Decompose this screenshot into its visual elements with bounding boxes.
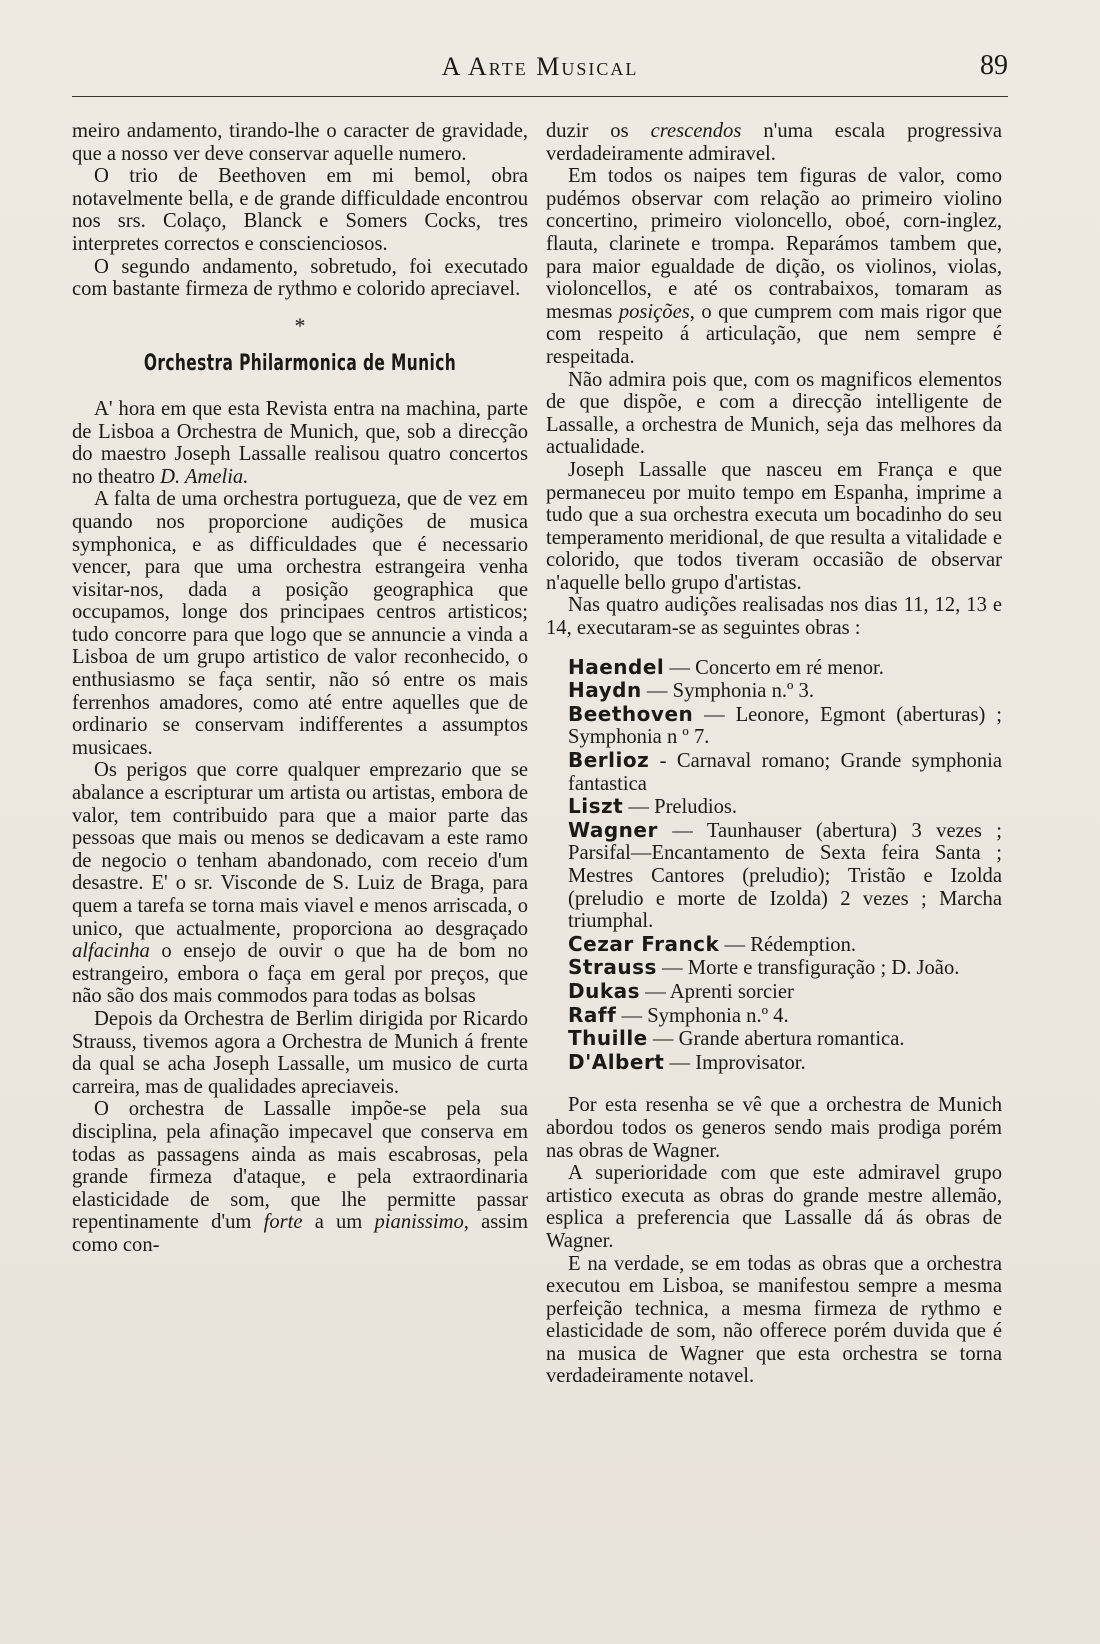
section-heading: Orchestra Philarmonica de Munich bbox=[143, 351, 457, 377]
paragraph: O segundo andamento, sobretudo, foi executado com bastante firmeza de rythmo e colorido apreciavel. bbox=[72, 255, 528, 301]
composer-name: Beethoven bbox=[568, 701, 694, 726]
works-text: — Symphonia n.º 4. bbox=[616, 1004, 789, 1027]
composer-name: Wagner bbox=[568, 817, 658, 842]
works-text: — Aprenti sorcier bbox=[640, 980, 794, 1003]
page-number: 89 bbox=[980, 50, 1008, 81]
works-text: — Leonore, Egmont (aberturas) ; Symphonia n º 7. bbox=[568, 703, 1002, 749]
header-rule bbox=[72, 96, 1008, 97]
works-list-item bbox=[546, 1027, 1002, 1051]
composer-name: Liszt bbox=[568, 794, 624, 819]
works-list-item bbox=[546, 679, 1002, 703]
works-text: — Morte e transfiguração ; D. João. bbox=[656, 957, 960, 980]
works-list-item bbox=[546, 795, 1002, 819]
paragraph bbox=[72, 398, 528, 488]
italic-text: alfacinha bbox=[72, 940, 150, 963]
composer-name: Thuille bbox=[568, 1026, 648, 1051]
composer-name: Cezar Franck bbox=[568, 931, 720, 956]
paragraph bbox=[546, 120, 1002, 165]
italic-text: posições bbox=[618, 300, 690, 323]
works-list-item bbox=[546, 1004, 1002, 1028]
paragraph: Por esta resenha se vê que a orchestra de Munich abordou todos os generos sendo mais prodiga porém nas obras de Wagner. bbox=[546, 1094, 1002, 1162]
paragraph bbox=[72, 759, 528, 1008]
paragraph: E na verdade, se em todas as obras que a orchestra executou em Lisboa, se manifestou sempre a mesma perfeição technica, a mesma firmeza de rythmo e elasticidade de som, não offerece porém duvida que é na musica de Wagner que esta orchestra se torna verdadeiramente notavel. bbox=[546, 1252, 1002, 1388]
running-header bbox=[72, 48, 1008, 96]
paragraph: Não admira pois que, com os magnificos elementos de que dispõe, e com a direcção intelligente de Lassalle, a orchestra de Munich, seja das melhores da actualidade. bbox=[546, 368, 1002, 459]
works-text: — Taunhauser (abertura) 3 vezes ; Parsifal—Encantamento de Sexta feira Santa ; Mestres Cantores (preludio); Tristão e Izolda (preludio e morte de Izolda) 2 vezes ; Marcha triumphal. bbox=[568, 819, 1002, 933]
text: , assim como con- bbox=[72, 1211, 528, 1256]
italic-text: forte bbox=[263, 1211, 303, 1234]
works-text: — Grande abertura romantica. bbox=[647, 1028, 905, 1051]
works-text: — Symphonia n.º 3. bbox=[641, 680, 815, 703]
works-list-item bbox=[546, 703, 1002, 749]
works-list-item bbox=[546, 656, 1002, 680]
composer-name: Berlioz bbox=[568, 748, 650, 773]
paragraph: Joseph Lassalle que nasceu em França e que permaneceu por muito tempo em Espanha, imprime a tudo que a sua orchestra executa um bocadinho do seu temperamento meridional, de que resulta a vitalidade e colorido, que todos tiveram occasião de observar n'aquelle bello grupo d'artistas. bbox=[546, 458, 1002, 594]
text: n'uma escala progressiva verdadeiramente admiravel. bbox=[546, 120, 1002, 165]
works-text: — Concerto em ré menor. bbox=[664, 656, 884, 679]
works-list-item bbox=[546, 956, 1002, 980]
composer-name: Haendel bbox=[568, 654, 665, 679]
paragraph bbox=[72, 1098, 528, 1256]
works-text: — Rédemption. bbox=[719, 933, 857, 956]
paragraph: Nas quatro audições realisadas nos dias 11, 12, 13 e 14, executaram-se as seguintes obras : bbox=[546, 594, 1002, 640]
paragraph: Depois da Orchestra de Berlim dirigida por Ricardo Strauss, tivemos agora a Orchestra de Munich á frente da qual se acha Joseph Lassalle, um musico de curta carreira, mas de qualidades apreciaveis. bbox=[72, 1007, 528, 1098]
composer-name: Dukas bbox=[568, 978, 641, 1003]
works-list-item bbox=[546, 819, 1002, 933]
paragraph: A superioridade com que este admiravel grupo artistico executa as obras do grande mestre allemão, esplica a preferencia que Lassalle dá ás obras de Wagner. bbox=[546, 1162, 1002, 1252]
text: a um bbox=[302, 1211, 375, 1234]
works-list-item bbox=[546, 980, 1002, 1004]
text: duzir os bbox=[546, 120, 651, 142]
works-list-item bbox=[546, 749, 1002, 795]
paragraph bbox=[546, 165, 1002, 368]
text: o ensejo de ouvir o que ha de bom no estrangeiro, embora o faça em geral por preços, que não são dos mais commodos para todas as bolsas bbox=[72, 940, 528, 1008]
composer-name: Haydn bbox=[568, 678, 642, 703]
italic-text: pianissimo bbox=[374, 1211, 464, 1234]
italic-text: crescendos bbox=[650, 120, 742, 142]
works-text: - Carnaval romano; Grande symphonia fantastica bbox=[568, 750, 1002, 795]
text: Em todos os naipes tem figuras de valor, como pudémos observar com relação ao primeiro violino concertino, primeiro violoncello, oboé, corn-inglez, flauta, clarinete e trompa. Reparámos tambem que, para maior egualdade de dição, os violinos, violas, violoncellos, e até os contrabaixos, tomaram as mesmas bbox=[546, 165, 1002, 323]
composer-name: D'Albert bbox=[568, 1049, 665, 1074]
journal-title: A Arte Musical bbox=[441, 52, 639, 81]
composer-name: Strauss bbox=[568, 955, 657, 980]
text: A' hora em que esta Revista entra na machina, parte de Lisboa a Orchestra de Munich, que, sob a direcção do maestro Joseph Lassalle realisou quatro concertos no theatro bbox=[72, 397, 528, 488]
works-text: — Preludios. bbox=[623, 796, 738, 819]
right-column bbox=[546, 120, 1002, 1388]
paragraph: O trio de Beethoven em mi bemol, obra notavelmente bella, e de grande difficuldade encontrou nos srs. Colaço, Blanck e Somers Cocks, tres interpretes correctos e conscienciosos. bbox=[72, 165, 528, 255]
left-column bbox=[72, 120, 528, 1257]
text: Os perigos que corre qualquer emprezario que se abalance a escripturar um artista ou artistas, embora de valor, tem contribuido para que a maior parte das pessoas que mais ou menos se dedicavam a este ramo de negocio o tenham abandonado, com receio d'um desastre. E' o sr. Visconde de S. Luiz de Braga, para quem a tarefa se torna mais viavel e menos arriscada, o unico, que actualmente, proporciona ao desgraçado bbox=[72, 759, 528, 940]
works-list-item bbox=[546, 1051, 1002, 1075]
works-list-item bbox=[546, 933, 1002, 957]
text: , o que cumprem com mais rigor que com respeito á articulação, que nem sempre é respeitada. bbox=[546, 300, 1002, 368]
works-list bbox=[546, 656, 1002, 1075]
asterism-divider: * bbox=[294, 312, 306, 338]
composer-name: Raff bbox=[568, 1002, 617, 1027]
paragraph: A falta de uma orchestra portugueza, que de vez em quando nos proporcione audições de musica symphonica, e as difficuldades que é necessario vencer, para que uma orchestra estrangeira venha visitar-nos, dada a posição geographica que occupamos, longe dos principaes centros artisticos; tudo concorre para que logo que se annuncie a vinda a Lisboa de um grupo artistico de valor reconhecido, o enthusiasmo se faça sentir, não só entre os mais ferrenhos amadores, como até entre aquelles que de ordinario se conservam indifferentes a assumptos musicaes. bbox=[72, 488, 528, 759]
works-text: — Improvisator. bbox=[664, 1051, 806, 1074]
text: O orchestra de Lassalle impõe-se pela sua disciplina, pela afinação impecavel que conserva em todas as passagens ainda as mais escabrosas, pela grande firmeza d'ataque, e pela extraordinaria elasticidade de som, que lhe permitte passar repentinamente d'um bbox=[72, 1098, 528, 1234]
italic-text: D. Amelia. bbox=[160, 465, 249, 488]
paragraph: meiro andamento, tirando-lhe o caracter de gravidade, que a nosso ver deve conservar aquelle numero. bbox=[72, 120, 528, 165]
